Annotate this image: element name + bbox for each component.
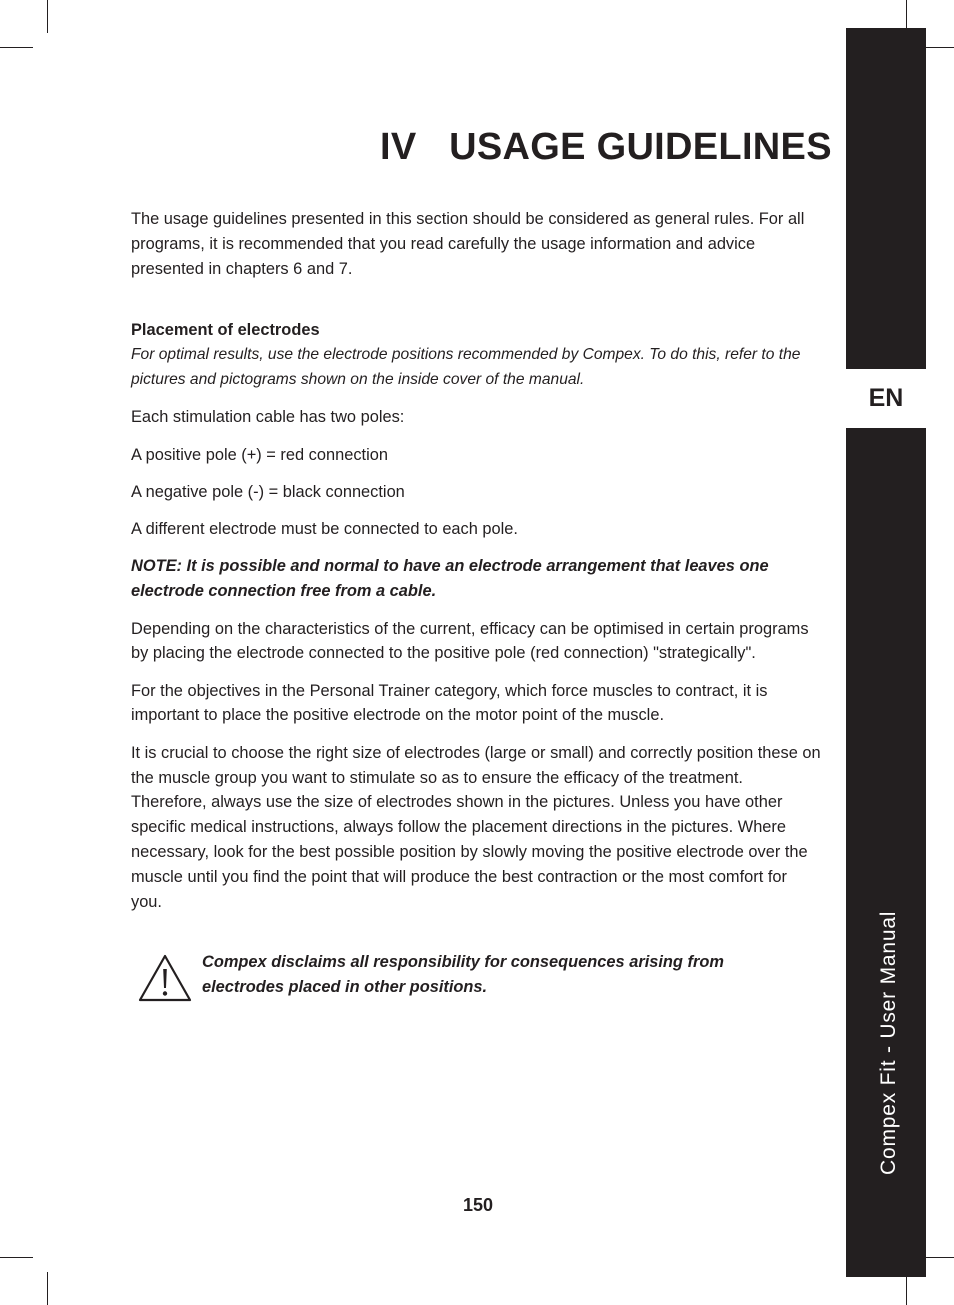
section-title (380, 126, 832, 169)
warning-notice (137, 950, 827, 1003)
electrode-size-paragraph: It is crucial to choose the right size of electrodes (large or small) and correctly position these on the muscle group you want to stimulate so as to ensure the efficacy of the treatment. Therefore, always use the size of electrodes shown in the pictures. Unless you have other specific medical instructions, always follow the placement directions in the pictures. Where necessary, look for the best possible position by slowly moving the positive electrode over the muscle until you find the point that will produce the best contraction or the most comfort for you. (131, 743, 821, 911)
placement-heading: Placement of electrodes (131, 321, 320, 340)
poles-intro-paragraph: Each stimulation cable has two poles: (131, 408, 405, 427)
positive-pole-paragraph: A positive pole (+) = red connection (131, 445, 388, 464)
negative-pole-paragraph: A negative pole (-) = black connection (131, 482, 405, 501)
section-numeral: IV (380, 126, 417, 168)
sidebar-band-top (846, 28, 926, 369)
intro-paragraph: The usage guidelines presented in this section should be considered as general rules. For all programs, it is recommended that you read carefully the usage information and advice presented in chapters 6 and 7. (131, 210, 805, 278)
crop-mark (0, 1257, 33, 1258)
manual-title: Compex Fit - User Manual (877, 910, 900, 1175)
efficacy-paragraph: Depending on the characteristics of the current, efficacy can be optimised in certain programs by placing the electrode connected to the positive pole (red connection) "strategically". (131, 619, 809, 663)
different-electrode-paragraph: A different electrode must be connected to each pole. (131, 520, 518, 539)
section-heading: USAGE GUIDELINES (449, 126, 832, 168)
personal-trainer-paragraph: For the objectives in the Personal Trainer category, which force muscles to contract, it is important to place the positive electrode on the motor point of the muscle. (131, 681, 768, 725)
crop-mark (47, 0, 48, 33)
crop-mark (47, 1272, 48, 1305)
warning-text: Compex disclaims all responsibility for consequences arising from electrodes placed in other positions. (202, 953, 724, 996)
body-content (131, 207, 821, 927)
placement-subtitle: For optimal results, use the electrode positions recommended by Compex. To do this, refer to the pictures and pictograms shown on the inside cover of the manual. (131, 346, 801, 388)
note-paragraph: NOTE: It is possible and normal to have an electrode arrangement that leaves one electrode connection free from a cable. (131, 557, 769, 601)
warning-triangle-icon (137, 953, 193, 1003)
crop-mark (0, 47, 33, 48)
page-number: 150 (462, 1195, 494, 1215)
language-tab: EN (868, 384, 904, 412)
